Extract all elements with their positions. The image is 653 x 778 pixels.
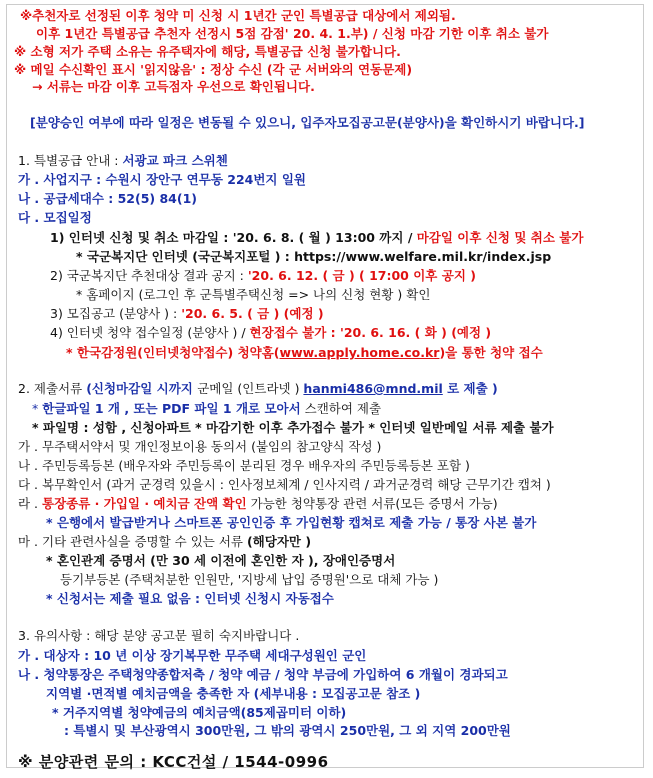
s2-item-da: 다 . 복무확인서 (과거 군경력 있을시 : 인사정보체계 / 인사지력 / 과거군경력 해당 근무기간 캡쳐 ): [18, 477, 551, 492]
schedule-change-notice: [분양승인 여부에 따라 일정은 변동될 수 있으니, 입주자모집공고문(분양사)을 확인하시기 바랍니다.]: [30, 115, 585, 130]
s3-item-ga: 가 . 대상자 : 10 년 이상 장기복무한 무주택 세대구성원인 군인: [18, 648, 367, 663]
s2-item-ma-note-1: * 혼인관계 증명서 (만 30 세 이전에 혼인한 자 ), 장애인증명서: [46, 553, 396, 568]
apply-home-link[interactable]: www.apply.home.co.kr: [279, 345, 440, 360]
section-3-title: 3. 유의사항 : 해당 분양 공고문 필히 숙지바랍니다 .: [18, 628, 300, 643]
s1-item-da: 다 . 모집일정: [18, 210, 92, 225]
schedule-item-3: 3) 모집공고 (분양사 ) : '20. 6. 5. ( 금 ) (예정 ): [50, 306, 324, 321]
s3-item-na-3: * 거주지역별 청약예금의 예치금액(85제곱미터 이하): [52, 705, 347, 720]
schedule-item-2: 2) 국군복지단 추천대상 결과 공지 : '20. 6. 12. ( 금 ) ( 17:00 이후 공지 ): [50, 268, 476, 283]
s3-item-na: 나 . 청약통장은 주택청약종합저축 / 청약 예금 / 청약 부금에 가입하여 6 개월이 경과되고: [18, 667, 508, 682]
schedule-item-2-note: * 홈페이지 (로그인 후 군특별주택신청 => 나의 신청 현황 ) 확인: [76, 287, 431, 302]
submit-email-link[interactable]: hanmi486@mnd.mil: [303, 381, 443, 396]
notice-line-4: ※ 메일 수신확인 표시 '읽지않음' : 정상 수신 (각 군 서버와의 연동문제): [14, 62, 413, 77]
s3-item-na-4: : 특별시 및 부산광역시 300만원, 그 밖의 광역시 250만원, 그 외 지역 200만원: [64, 723, 511, 738]
s1-item-ga: 가 . 사업지구 : 수원시 장안구 연무동 224번지 일원: [18, 172, 307, 187]
notice-line-5: → 서류는 마감 이후 고득점자 우선으로 확인됩니다.: [32, 79, 315, 94]
s2-item-ra-note: * 은행에서 발급받거나 스마트폰 공인인증 후 가입현황 캡쳐로 제출 가능 / 통장 사본 불가: [46, 515, 537, 530]
s2-item-ga: 가 . 무주택서약서 및 개인정보이용 동의서 (붙임의 참고양식 작성 ): [18, 439, 382, 454]
section-1-title: 1. 특별공급 안내 : 서광교 파크 스위첸: [18, 153, 228, 168]
section-2-title: 2. 제출서류 (신청마감일 시까지 군메일 (인트라넷 ) hanmi486@mnd.mil 로 제출 ): [18, 381, 498, 396]
s2-item-ma-note-2: 등기부등본 (주택처분한 인원만, '지방세 납입 증명원'으로 대체 가능 ): [60, 572, 439, 587]
s1-item-na: 나 . 공급세대수 : 52(5) 84(1): [18, 191, 197, 206]
schedule-item-4-note: * 한국감정원(인터넷청약접수) 청약홈(www.apply.home.co.kr)을 통한 청약 접수: [66, 345, 543, 360]
schedule-item-4: 4) 인터넷 청약 접수일정 (분양사 ) / 현장접수 불가 : '20. 6. 16. ( 화 ) (예정 ): [50, 325, 492, 340]
notice-line-1: ※추천자로 선정된 이후 청약 미 신청 시 1년간 군인 특별공급 대상에서 제외됨.: [20, 8, 456, 23]
s2-item-ma-note-3: * 신청서는 제출 필요 없음 : 인터넷 신청시 자동접수: [46, 591, 334, 606]
notice-line-2: 이후 1년간 특별공급 추천자 선정시 5점 감점' 20. 4. 1.부) / 신청 마감 기한 이후 취소 불가: [36, 26, 549, 41]
inquiry-footer: ※ 분양관련 문의 : KCC건설 / 1544-0996: [18, 753, 329, 771]
s3-item-na-2: 지역별 ·면적별 예치금액을 충족한 자 (세부내용 : 모집공고문 참조 ): [46, 686, 421, 701]
s2-item-ma: 마 . 기타 관련사실을 증명할 수 있는 서류 (해당자만 ): [18, 534, 312, 549]
welfare-portal-link[interactable]: * 국군복지단 인터넷 (국군복지포털 ) : https://www.welfare.mil.kr/index.jsp: [76, 249, 552, 264]
s2-item-ra: 라 . 통장종류 · 가입일 · 예치금 잔액 확인 가능한 청약통장 관련 서류(모든 증명서 가능): [18, 496, 498, 511]
schedule-item-1: 1) 인터넷 신청 및 취소 마감일 : '20. 6. 8. ( 월 ) 13:00 까지 / 마감일 이후 신청 및 취소 불가: [50, 230, 584, 245]
s2-note-2: * 파일명 : 성함 , 신청아파트 * 마감기한 이후 추가접수 불가 * 인터넷 일반메일 서류 제출 불가: [32, 420, 554, 435]
s2-note-1: * 한글파일 1 개 , 또는 PDF 파일 1 개로 모아서 스캔하여 제출: [32, 401, 382, 416]
notice-line-3: ※ 소형 저가 주택 소유는 유주택자에 해당, 특별공급 신청 불가합니다.: [14, 44, 401, 59]
s2-item-na: 나 . 주민등록등본 (배우자와 주민등록이 분리된 경우 배우자의 주민등록등본 포함 ): [18, 458, 470, 473]
